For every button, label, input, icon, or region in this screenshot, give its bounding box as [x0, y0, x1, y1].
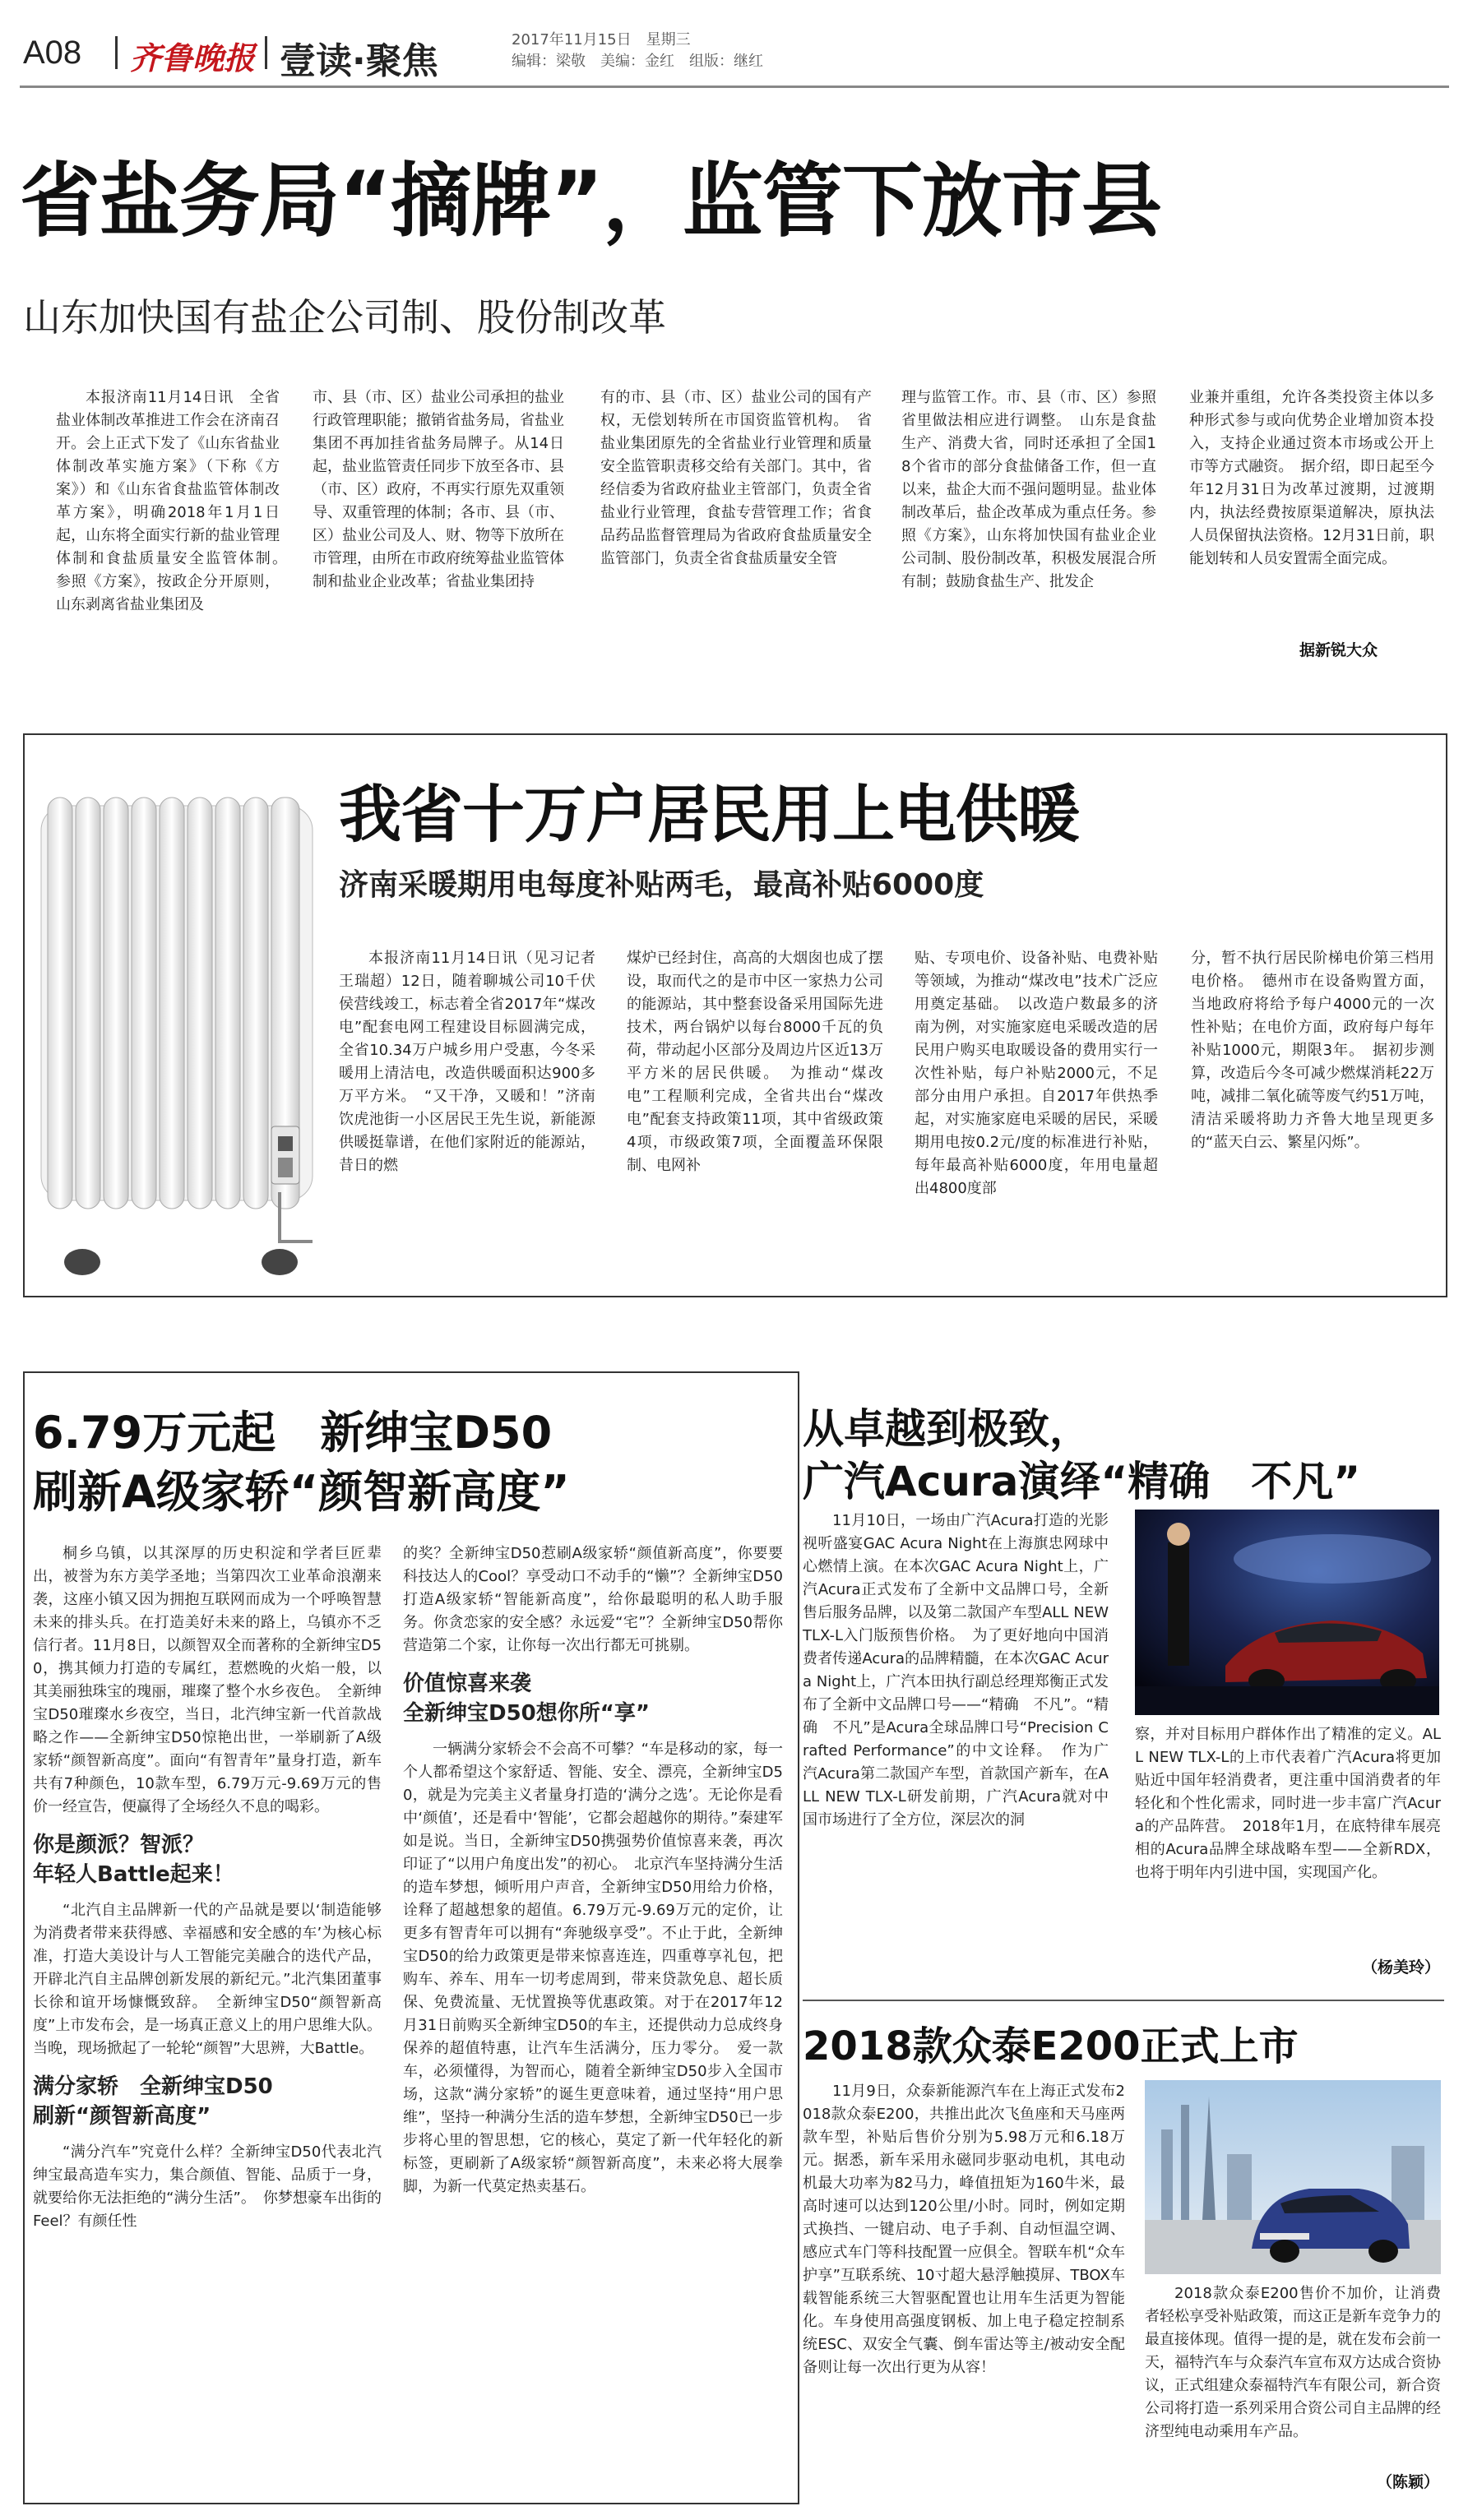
section-heading: 全新绅宝D50想你所“享”: [403, 1701, 650, 1726]
section-heading: 价值惊喜来袭: [403, 1672, 532, 1696]
article-column-right: 的奖？全新绅宝D50惹刷A级家轿“颜值新高度”，你要要科技达人的Cool？享受动口不动手的“懒”？全新绅宝D50打造A级家轿“智能新高度”，给你最聪明的私人助手服务。你贪恋家的安全感？永远爱“宅”？全新绅宝D50帮你营造第二个家，让你每一次出行都无可挑剔。 价值惊喜来袭 全新绅宝D50想你所“享” 一辆满分家轿会不会高不可攀？“车是移动的家，每一个人都希望这个家舒适、智能、安全、漂亮，全新绅宝D50，就是为完美主义者量身打造的‘满分之选’。无论你是看中‘颜值’，还是看中‘智能’，它都会超越你的期待。”秦建军如是说。当日，全新绅宝D50携强势价值惊喜来袭，再次印证了“以用户角度出发”的初心。 北京汽车坚持满分生活的造车梦想，倾听用户声音，全新绅宝D50用给力价格，诠释了超越想象的超值。6.79万元-9.69万元的定价，让更多有智青年可以拥有“奔驰级享受”。不止于此，全新绅宝D50的给力政策更是带来惊喜连连，四重尊享礼包，把购车、养车、用车一切考虑周到，带来贷款免息、超长质保、免费流量、无忧置换等优惠政策。对于在2017年12月31日前购买全新绅宝D50的车主，还提供动力总成终身保养的超值特惠，让汽车生活满分，压力零分。 爱一款车，必须懂得，为智而心，随着全新绅宝D50步入全国市场，这款“满分家轿”的诞生更意味着，通过坚持“用户思维”，坚持一种满分生活的造车梦想，全新绅宝D50已一步步将心里的智思想，它的核心，莫定了新一代年轻化的新标签，更刷新了A级家轿“颜智新高度”，未来必将大展拳脚，为新一代莫定热卖基石。: [403, 1545, 783, 2195]
headline: 省盐务局“摘牌”，监管下放市县: [20, 155, 1161, 248]
headline-line-1: 6.79万元起 新绅宝D50: [33, 1407, 553, 1459]
page-number: A08: [23, 35, 82, 71]
editor-credits: 编辑：梁敬 美编：金红 组版：继红: [512, 53, 763, 70]
article-column: 贴、专项电价、设备补贴、电费补贴等领域，为推动“煤改电”技术广泛应用奠定基础。 以改造户数最多的济南为例，对实施家庭电采暖改造的居民用户购买电取暖设备的费用实行一次性补贴，每户补贴2000元，不足部分由用户承担。自2017年供热季起，对实施家庭电采暖的居民，采暖期用电按0.2元/度的标准进行补贴，每年最高补贴6000度，年用电量超出4800度部: [915, 950, 1158, 1197]
byline: 据新锐大众: [1299, 641, 1378, 659]
article-column: 理与监管工作。市、县（市、区）参照省里做法相应进行调整。 山东是食盐生产、消费大省，同时还承担了全国18个省市的部分食盐储备工作，但一直以来，盐企大而不强问题明显。盐业体制改革后，盐企改革成为重点任务。参照《方案》，山东将加快国有盐业企业公司制、股份制改革，积极发展混合所有制；鼓励食盐生产、批发企: [901, 389, 1156, 590]
article-column: 有的市、县（市、区）盐业公司的国有产权，无偿划转所在市国资监管机构。 省盐业集团原先的全省盐业行业管理和质量安全监管职责移交给有关部门。其中，省经信委为省政府盐业主管部门，负责全省盐业行业管理，食盐专营管理工作；省食品药品监督管理局为省政府食盐质量安全监管部门，负责全省食盐质量安全管: [600, 389, 872, 567]
zotye-e200-image: [1145, 2080, 1441, 2274]
headline: 2018款众泰E200正式上市: [803, 2023, 1299, 2069]
section-heading: 你是颜派？智派？: [33, 1833, 205, 1857]
article-column: 本报济南11月14日讯（见习记者 王瑞超）12日，随着聊城公司10千伏侯营线竣工，标志着全省2017年“煤改电”配套电网工程建设目标圆满完成，全省10.34万户城乡用户受惠，今冬采暖用上清洁电，改造供暖面积达900多万平方米。 “又干净，又暖和！”济南饮虎池街一小区居民王先生说，新能源供暖挺靠谱，在他们家附近的能源站，昔日的燃: [339, 950, 610, 1174]
headline-line-2: 广汽Acura演绎“精确 不凡”: [803, 1458, 1361, 1505]
section-heading: 刷新“颜智新高度”: [33, 2104, 211, 2129]
section-heading: 年轻人Battle起来！: [33, 1862, 234, 1887]
headline: 我省十万户居民用上电供暖: [339, 778, 1079, 851]
page-divider-2: [265, 36, 267, 69]
article-column-left: 桐乡乌镇，以其深厚的历史积淀和学者巨匠辈出，被誉为东方美学圣地；当第四次工业革命浪潮来袭，这座小镇又因为拥抱互联网而成为一个呼唤智慧未来的排头兵。在打造美好未来的路上，乌镇亦不乏信行者。11月8日，以颜智双全而著称的全新绅宝D50，携其倾力打造的专属红，惹燃晚的火焰一般，以其美丽独珠宝的瑰丽，璀璨了整个水乡夜色。 全新绅宝D50璀璨水乡夜空，当日，北汽绅宝新一代首款战略之作——全新绅宝D50惊艳出世，一举刷新了A级家轿“颜智新高度”。面向“有智青年”量身打造，新车共有7种颜色，10款车型，6.79万元-9.69万元的售价一经宣告，便赢得了全场经久不息的喝彩。 你是颜派？智派？ 年轻人Battle起来！ “北汽自主品牌新一代的产品就是要以‘制造能够为消费者带来获得感、幸福感和安全感的车’为核心标准，打造大美设计与人工智能完美融合的迭代产品，开辟北汽自主品牌创新发展的新纪元。”北汽集团董事长徐和谊开场慷慨致辞。 全新绅宝D50“颜智新高度”上市发布会，是一场真正意义上的用户思维大队。当晚，现场掀起了一轮轮“颜智”大思辨，大Battle。 满分家轿 全新绅宝D50 刷新“颜智新高度” “满分汽车”究竟什么样？全新绅宝D50代表北汽绅宝最高造车实力，集合颜值、智能、品质于一身，就要给你无法拒绝的“满分生活”。 你梦想豪车出街的Feel？有颜任性: [33, 1545, 382, 2230]
byline: （杨美玲）: [1362, 1958, 1441, 1977]
article-column: 煤炉已经封住，高高的大烟囱也成了摆设，取而代之的是市中区一家热力公司的能源站，其中整套设备采用国际先进技术，两台锅炉以每台8000千瓦的负荷，带动起小区部分及周边片区近13万平方米的居民供暖。 为推动“煤改电”工程顺利完成，全省共出台“煤改电”配套支持政策11项，其中省级政策4项，市级政策7项，全面覆盖环保限制、电网补: [627, 950, 883, 1174]
article-divider: [803, 2000, 1444, 2001]
subheadline: 山东加快国有盐企公司制、股份制改革: [23, 295, 666, 340]
article-column: 业兼并重组，允许各类投资主体以多种形式参与或向优势企业增加资本投入，支持企业通过资本市场或公开上市等方式融资。 据介绍，即日起至今年12月31日为改革过渡期，过渡期内，执法经费按原渠道解决，原执法人员保留执法资格。12月31日前，职能划转和人员安置需全面完成。: [1189, 389, 1434, 567]
article-column: 察，并对目标用户群体作出了精准的定义。ALL NEW TLX-L的上市代表着广汽Acura将更加贴近中国年轻消费者，更注重中国消费者的年轻化和个性化需求，同时进一步丰富广汽Acura的产品阵营。 2018年1月，在底特律车展亮相的Acura品牌全球战略车型——全新RDX，也将于明年内引进中国，实现国产化。: [1135, 1726, 1441, 1881]
article-column: 2018款众泰E200售价不加价，让消费者轻松享受补贴政策，而这正是新车竞争力的最直接体现。值得一提的是，就在发布会前一天，福特汽车与众泰汽车宣布双方达成合资协议，正式组建众泰福特汽车有限公司，新合资公司将打造一系列采用合资公司自主品牌的经济型纯电动乘用车产品。: [1145, 2285, 1441, 2440]
section-heading: 满分家轿 全新绅宝D50: [33, 2074, 273, 2099]
article-column: 市、县（市、区）盐业公司承担的盐业行政管理职能；撤销省盐务局，省盐业集团不再加挂省盐务局牌子。从14日起，盐业监管责任同步下放至各市、县（市、区）政府，不再实行原先双重领导、双重管理的体制；各市、县（市、区）盐业公司及人、财、物等下放所在市管理，由所在市政府统筹盐业监管体制和盐业企业改革；省盐业集团持: [313, 389, 564, 590]
article-column: 本报济南11月14日讯 全省盐业体制改革推进工作会在济南召开。会上正式下发了《山东省盐业体制改革实施方案》（下称《方案》）和《山东省食盐监管体制改革方案》，明确2018年1月1日起，山东将全面实行新的盐业管理体制和食盐质量安全监管体制。 参照《方案》，按政企分开原则，山东剥离省盐业集团及: [56, 389, 294, 613]
headline-line-2: 刷新A级家轿“颜智新高度”: [33, 1466, 570, 1518]
subheadline: 济南采暖期用电每度补贴两毛，最高补贴6000度: [339, 868, 984, 902]
page-divider-1: [115, 36, 118, 69]
issue-date: 2017年11月15日 星期三: [512, 31, 691, 49]
article-column: 11月9日，众泰新能源汽车在上海正式发布2018款众泰E200，共推出此次飞鱼座和天马座两款车型，补贴后售价分别为5.98万元和6.18万元。据悉，新车采用永磁同步驱动电机，其电动机最大功率为82马力，峰值扭矩为160牛米，最高时速可以达到120公里/小时。同时，例如定期式换挡、一键启动、电子手刹、自动恒温空调、感应式车门等科技配置一应俱全。智联车机“众车护享”互联系统、10寸超大悬浮触摸屏、TBOX车载智能系统三大智驱配置也让用车生活更为智能化。车身使用高强度钢板、加上电子稳定控制系统ESC、双安全气囊、倒车雷达等主/被动安全配备则让每一次出行更为从容！: [803, 2083, 1125, 2376]
masthead-rule: [20, 86, 1449, 88]
paper-logo: 齐鲁晚报: [130, 39, 256, 76]
electric-heater-image: [33, 781, 329, 1291]
acura-launch-image: [1135, 1510, 1439, 1715]
article-column: 分，暂不执行居民阶梯电价第三档用电价格。 德州市在设备购置方面，当地政府将给予每户4000元的一次性补贴；在电价方面，政府每户每年补贴1000元，期限3年。 据初步测算，改造后今冬可减少燃煤消耗22万吨，减排二氧化硫等废气约51万吨，清洁采暖将助力齐鲁大地呈现更多的“蓝天白云、繁星闪烁”。: [1191, 950, 1434, 1151]
byline: （陈颖）: [1372, 2470, 1439, 2492]
article-column: 11月10日，一场由广汽Acura打造的光影视听盛宴GAC Acura Night在上海旗忠网球中心燃情上演。在本次GAC Acura Night上，广汽Acura正式发布了全新中文品牌口号，全新售后服务品牌，以及第二款国产车型ALL NEW TLX-L入门版预售价格。 为了更好地向中国消费者传递Acura的品牌精髓，在本次GAC Acura Night上，广汽本田执行副总经理郑衡正式发布了全新中文品牌口号——“精确 不凡”。“精确 不凡”是Acura全球品牌口号“Precision Crafted Performance”的中文诠释。 作为广汽Acura第二款国产车型，首款国产新车，在ALL NEW TLX-L研发前期，广汽Acura就对中国市场进行了全方位，深层次的洞: [803, 1512, 1109, 1829]
section-name: 壹读·聚焦: [280, 40, 438, 82]
headline-line-1: 从卓越到极致，: [803, 1405, 1091, 1453]
